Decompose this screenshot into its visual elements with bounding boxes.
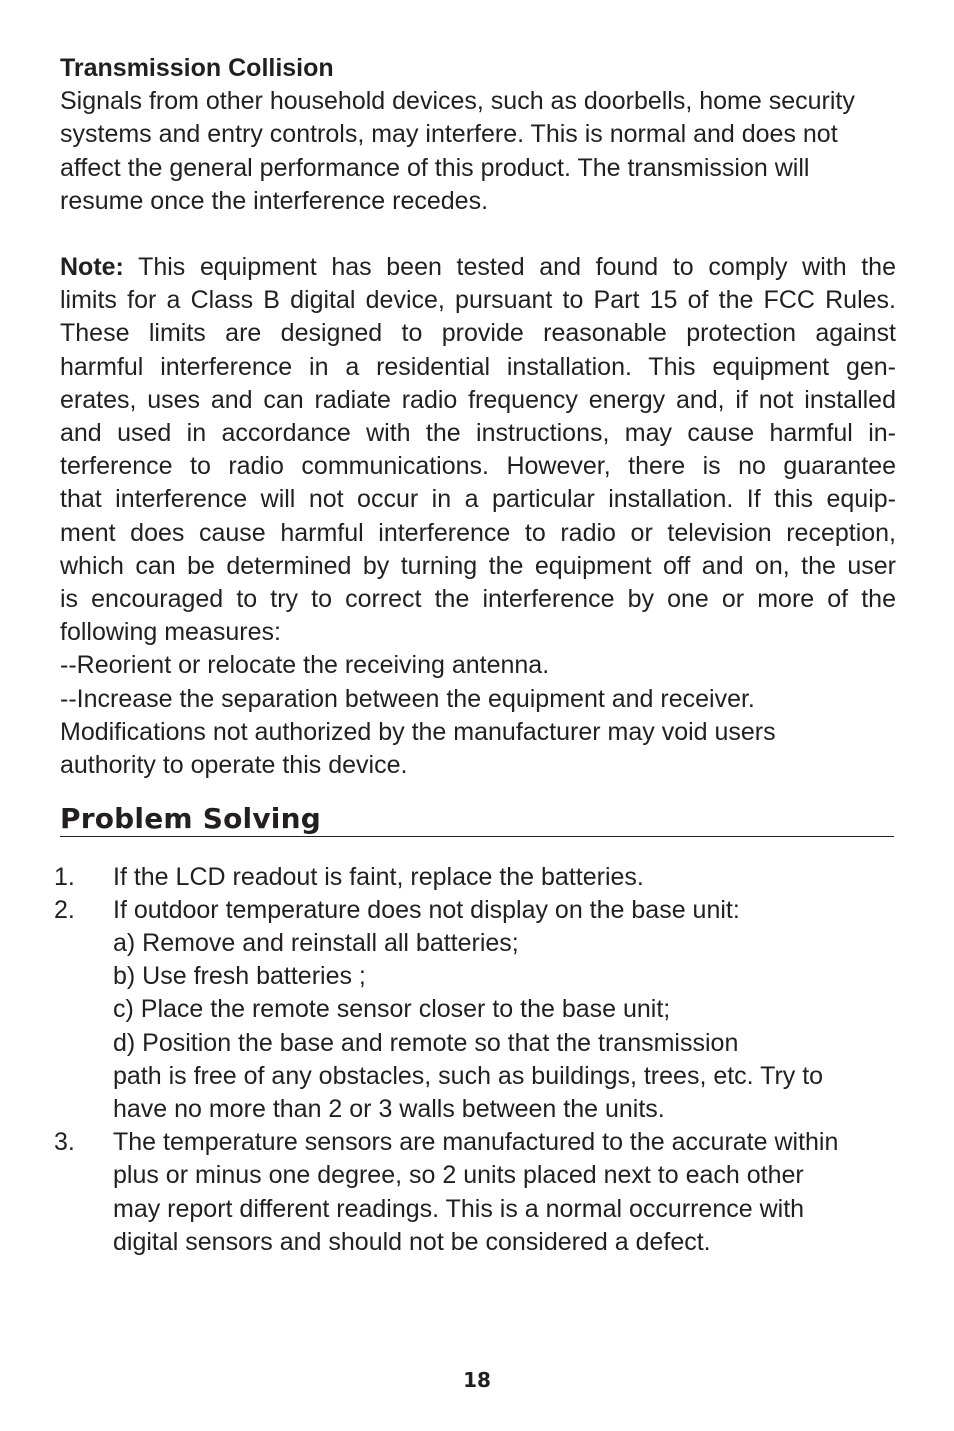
transmission-collision-heading: Transmission Collision [60, 54, 334, 82]
list-item-text: digital sensors and should not be considered a defect. [113, 1227, 711, 1256]
list-subitem-a: a) Remove and reinstall all batteries; [113, 928, 519, 957]
paragraph-line: resume once the interference recedes. [60, 186, 489, 215]
note-line: harmful interference in a residential installation. This equipment gen- [60, 352, 896, 381]
note-first-line [60, 251, 896, 284]
list-item [54, 894, 896, 1126]
list-item-text: If the LCD readout is faint, replace the batteries. [113, 862, 644, 891]
list-item-number: 3. [54, 1128, 75, 1157]
paragraph-line: Signals from other household devices, such as doorbells, home security [60, 87, 855, 116]
list-item [54, 1126, 896, 1259]
list-item-number: 2. [54, 895, 75, 924]
note-line: terference to radio communications. However, there is no guarantee [60, 452, 896, 481]
paragraph-line: affect the general performance of this product. The transmission will [60, 153, 810, 182]
note-line: that interference will not occur in a particular installation. If this equip- [60, 485, 896, 514]
problem-solving-heading: Problem Solving [60, 802, 894, 837]
list-subitem-b: b) Use fresh batteries ; [113, 962, 366, 991]
note-line: authority to operate this device. [60, 751, 408, 780]
note-line: which can be determined by turning the equipment off and on, the user [60, 551, 896, 580]
list-subitem-d: d) Position the base and remote so that the transmission [113, 1028, 739, 1057]
note-line: Modifications not authorized by the manufacturer may void users [60, 717, 776, 746]
note-measure-2: --Increase the separation between the equipment and receiver. [60, 684, 755, 713]
list-item-text: plus or minus one degree, so 2 units placed next to each other [113, 1161, 804, 1190]
list-subitem-d-continued: have no more than 2 or 3 walls between the units. [113, 1094, 665, 1123]
problem-solving-list [54, 861, 896, 1259]
list-item-number: 1. [54, 862, 75, 891]
note-line: These limits are designed to provide reasonable protection against [60, 319, 896, 348]
note-line: and used in accordance with the instructions, may cause harmful in- [60, 419, 896, 448]
list-subitem-d-continued: path is free of any obstacles, such as buildings, trees, etc. Try to [113, 1061, 824, 1090]
note-line: is encouraged to try to correct the interference by one or more of the [60, 585, 896, 614]
transmission-collision-paragraph [60, 85, 896, 218]
note-label: Note: [60, 253, 124, 282]
note-line: ment does cause harmful interference to radio or television reception, [60, 518, 896, 547]
list-item [54, 861, 896, 894]
list-item-text: If outdoor temperature does not display on the base unit: [113, 895, 740, 924]
note-first-line-text: This equipment has been tested and found to comply with the [123, 253, 896, 282]
list-subitem-c: c) Place the remote sensor closer to the base unit; [113, 995, 671, 1024]
manual-page [54, 52, 896, 1259]
note-line: erates, uses and can radiate radio frequency energy and, if not installed [60, 385, 896, 414]
list-item-text: The temperature sensors are manufactured to the accurate within [113, 1128, 839, 1157]
paragraph-line: systems and entry controls, may interfere. This is normal and does not [60, 120, 838, 149]
fcc-note-section [60, 251, 896, 782]
page-number: 18 [463, 1368, 491, 1392]
note-line: limits for a Class B digital device, pursuant to Part 15 of the FCC Rules. [60, 286, 896, 315]
section-spacer [60, 218, 896, 251]
transmission-collision-section [60, 52, 896, 218]
note-measure-1: --Reorient or relocate the receiving antenna. [60, 651, 550, 680]
note-line: following measures: [60, 618, 281, 647]
list-item-text: may report different readings. This is a normal occurrence with [113, 1194, 805, 1223]
